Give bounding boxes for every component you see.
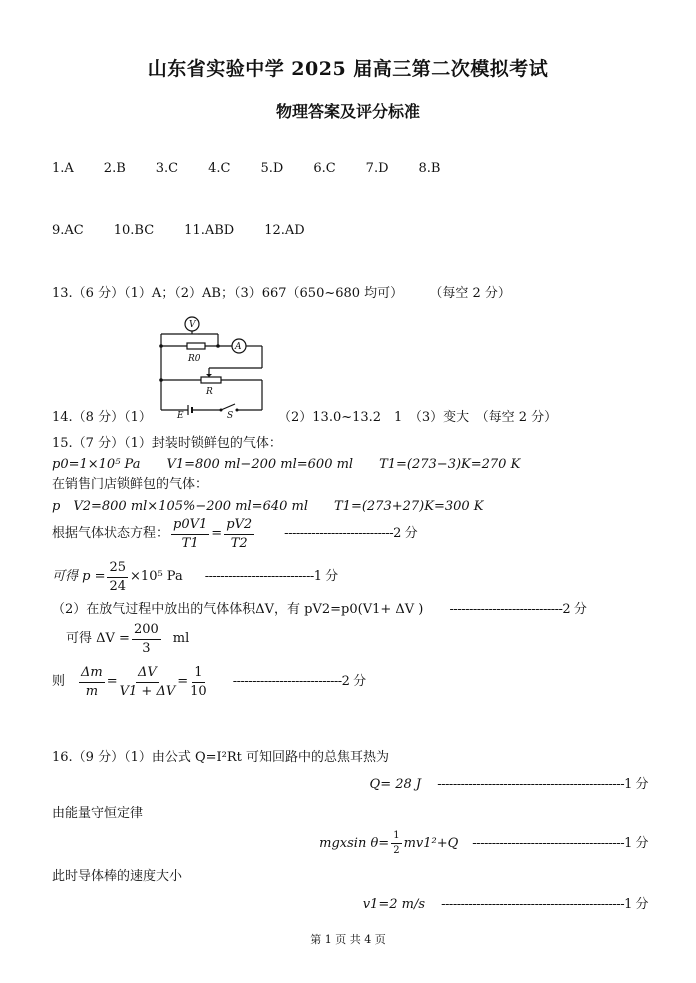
score-dashes: -----------------------------------------------1 分 (441, 897, 648, 912)
denominator: 3 (142, 640, 151, 656)
q16-line-1: 16.（9 分）（1）由公式 Q=I²Rt 可知回路中的总焦耳热为 (52, 750, 390, 765)
q15-line-6 (52, 560, 338, 594)
score-dashes: ---------------------------------------1 分 (472, 835, 648, 851)
q16-line-2 (370, 777, 648, 793)
q16-energy-left: mgxsin θ= (319, 835, 390, 851)
answer-item: 6.C (313, 161, 336, 176)
circuit-diagram (155, 314, 285, 418)
answer-item: 12.AD (264, 223, 305, 238)
q16-velocity: v1=2 m/s (362, 897, 425, 912)
q15-ratio-label: 则 (52, 674, 66, 690)
ammeter-label: A (235, 342, 242, 352)
numerator: Δm (79, 665, 105, 683)
numerator: 25 (107, 560, 128, 578)
q16-line-6 (363, 897, 648, 913)
page-subtitle: 物理答案及评分标准 (275, 102, 420, 121)
numerator: pV2 (224, 517, 254, 535)
score-dashes: -----------------------------2 分 (449, 602, 587, 617)
fraction (79, 665, 105, 699)
mc-row-1 (52, 161, 470, 177)
answer-item: 4.C (208, 161, 231, 176)
fraction (190, 665, 207, 699)
q15-part2-text: （2）在放气过程中放出的气体体积ΔV，有 pV2=p0(V1+ ΔV ) (52, 602, 424, 617)
score-dashes: ----------------------------2 分 (284, 526, 418, 542)
e-label: E (177, 411, 184, 418)
fraction (120, 665, 176, 699)
q15-line-9 (52, 665, 366, 699)
denominator: 2 (393, 845, 400, 856)
answer-item: 2.B (103, 161, 126, 176)
rheostat-r (201, 377, 221, 383)
q15-line-1: 15.（7 分）（1）封装时锁鲜包的气体： (52, 436, 282, 451)
r0-label: R0 (188, 354, 201, 364)
answer-item: 11.ABD (184, 223, 235, 238)
answer-item: 1.A (52, 161, 74, 176)
q13-text: 13.（6 分）（1）A；（2）AB；（3）667（650~680 均可） (52, 286, 404, 301)
numerator: 200 (132, 622, 161, 640)
denominator: 10 (190, 683, 207, 699)
q15-p-tail: ×10⁵ Pa (130, 569, 183, 585)
numerator: 1 (192, 665, 204, 683)
s-label: S (227, 411, 234, 418)
q15-dv-label: 可得 ΔV = (66, 631, 130, 647)
voltmeter-label: V (189, 320, 196, 330)
denominator: m (85, 683, 99, 699)
q13-answer (52, 286, 511, 302)
denominator: 24 (109, 578, 127, 594)
answer-item: 5.D (260, 161, 284, 176)
r-label: R (206, 387, 213, 397)
fraction (171, 517, 209, 551)
equals-sign: = (211, 526, 223, 542)
q15-dv-unit: ml (172, 631, 190, 647)
q15-line-7 (52, 602, 586, 618)
denominator: T2 (230, 535, 248, 551)
page-title: 山东省实验中学 2025 届高三第二次模拟考试 (147, 58, 549, 80)
q15-state-eq-label: 根据气体状态方程： (52, 526, 170, 542)
equals-sign: = (106, 674, 118, 690)
answer-item: 8.B (418, 161, 441, 176)
answer-item: 10.BC (113, 223, 155, 238)
score-dashes: ------------------------------------------------1 分 (437, 777, 648, 792)
q15-line-3: 在销售门店锁鲜包的气体： (52, 477, 209, 492)
q15-line-5 (52, 517, 417, 551)
q16-line-5: 此时导体棒的速度大小 (52, 869, 183, 884)
q15-line-4: p V2=800 ml×105%−200 ml=640 ml T1=(273+27)K=300 K (52, 499, 484, 514)
denominator: T1 (181, 535, 199, 551)
q16-line-3: 由能量守恒定律 (52, 806, 144, 821)
q16-line-4 (319, 830, 648, 857)
mc-row-2 (52, 223, 335, 239)
numerator: ΔV (136, 665, 159, 683)
score-dashes: ----------------------------1 分 (204, 569, 338, 585)
q16-q-value: Q= 28 J (369, 777, 422, 792)
q15-line-2: p0=1×10⁵ Pa V1=800 ml−200 ml=600 ml T1=(273−3)K=270 K (52, 457, 521, 472)
answer-item: 7.D (365, 161, 389, 176)
answer-item: 9.AC (52, 223, 84, 238)
fraction (391, 830, 401, 857)
resistor-r0 (187, 343, 205, 349)
fraction (224, 517, 254, 551)
answer-item: 3.C (155, 161, 179, 176)
denominator: V1 + ΔV (119, 683, 176, 699)
q14-rest: （2）13.0~13.2 1 （3）变大 （每空 2 分） (278, 410, 558, 425)
q16-energy-right: mv1²+Q (403, 835, 459, 851)
page-footer: 第 1 页 共 4 页 (310, 933, 386, 946)
q15-p-label: 可得 p = (52, 569, 106, 585)
numerator: 1 (391, 830, 401, 844)
fraction (132, 622, 161, 656)
numerator: p0V1 (171, 517, 209, 535)
q14-label: 14.（8 分）（1） (52, 410, 152, 425)
equals-sign: = (177, 674, 189, 690)
score-dashes: ----------------------------2 分 (232, 674, 366, 690)
q15-line-8 (66, 622, 189, 656)
fraction (107, 560, 128, 594)
q13-note: （每空 2 分） (429, 286, 511, 301)
